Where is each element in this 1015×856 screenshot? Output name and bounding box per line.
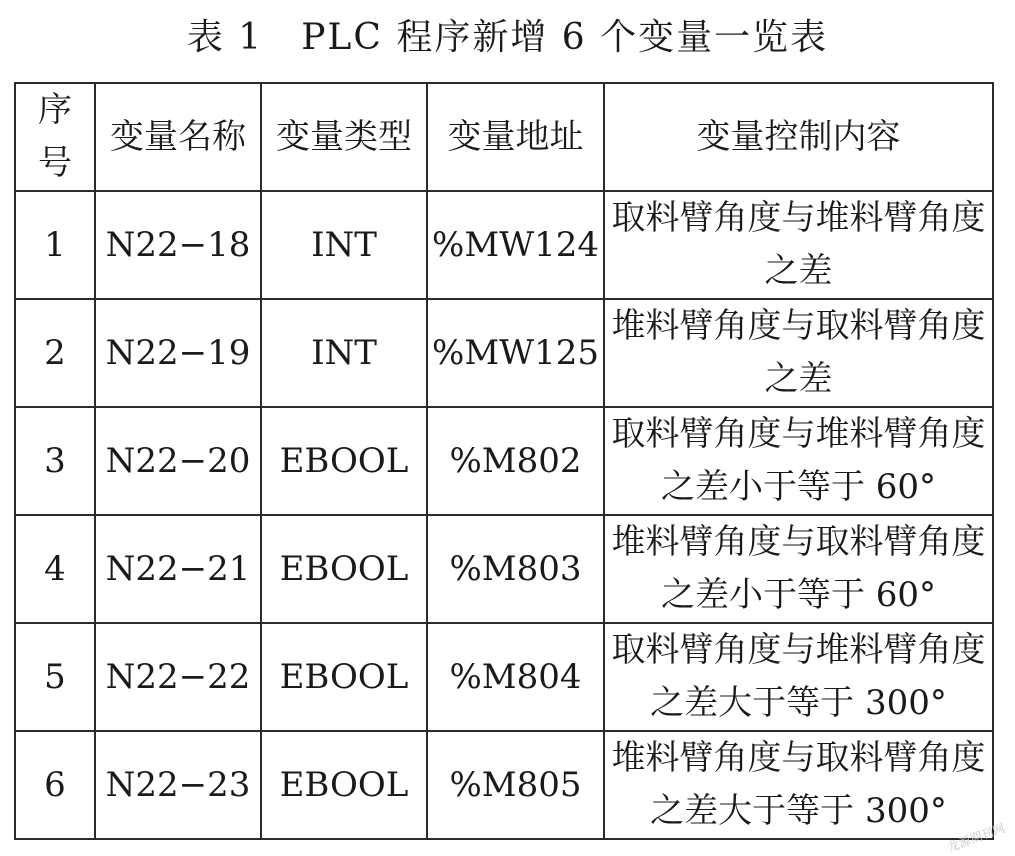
table-row: [15, 731, 993, 839]
cell-var-name: N22−19: [95, 299, 261, 407]
header-var-name: 变量名称: [95, 83, 261, 191]
cell-var-content: 取料臂角度与堆料臂角度之差小于等于 60°: [604, 407, 993, 515]
cell-var-name: N22−20: [95, 407, 261, 515]
cell-var-content: 堆料臂角度与取料臂角度之差: [604, 299, 993, 407]
header-var-address: 变量地址: [427, 83, 604, 191]
variables-table: [14, 82, 994, 840]
cell-var-content: 堆料臂角度与取料臂角度之差小于等于 60°: [604, 515, 993, 623]
cell-seq: 5: [15, 623, 95, 731]
cell-var-name: N22−21: [95, 515, 261, 623]
cell-var-address: %M805: [427, 731, 604, 839]
cell-var-name: N22−23: [95, 731, 261, 839]
cell-seq: 4: [15, 515, 95, 623]
table-row: [15, 299, 993, 407]
cell-var-type: EBOOL: [261, 731, 427, 839]
cell-var-type: EBOOL: [261, 515, 427, 623]
header-var-content: 变量控制内容: [604, 83, 993, 191]
table-header-row: [15, 83, 993, 191]
cell-var-address: %M804: [427, 623, 604, 731]
table-row: [15, 623, 993, 731]
cell-var-name: N22−22: [95, 623, 261, 731]
cell-var-type: INT: [261, 299, 427, 407]
header-var-type: 变量类型: [261, 83, 427, 191]
cell-seq: 2: [15, 299, 95, 407]
cell-var-address: %M803: [427, 515, 604, 623]
cell-seq: 1: [15, 191, 95, 299]
cell-seq: 6: [15, 731, 95, 839]
cell-var-address: %MW124: [427, 191, 604, 299]
table-row: [15, 191, 993, 299]
cell-seq: 3: [15, 407, 95, 515]
cell-var-address: %M802: [427, 407, 604, 515]
cell-var-type: EBOOL: [261, 407, 427, 515]
cell-var-type: INT: [261, 191, 427, 299]
cell-var-content: 取料臂角度与堆料臂角度之差: [604, 191, 993, 299]
cell-var-content: 取料臂角度与堆料臂角度之差大于等于 300°: [604, 623, 993, 731]
watermark: 龙源期刊网: [945, 820, 1007, 855]
table-row: [15, 515, 993, 623]
table-row: [15, 407, 993, 515]
table-caption: 表 1 PLC 程序新增 6 个变量一览表: [186, 17, 829, 58]
header-seq: 序号: [15, 83, 95, 191]
cell-var-address: %MW125: [427, 299, 604, 407]
cell-var-name: N22−18: [95, 191, 261, 299]
cell-var-type: EBOOL: [261, 623, 427, 731]
cell-var-content: 堆料臂角度与取料臂角度之差大于等于 300°: [604, 731, 993, 839]
